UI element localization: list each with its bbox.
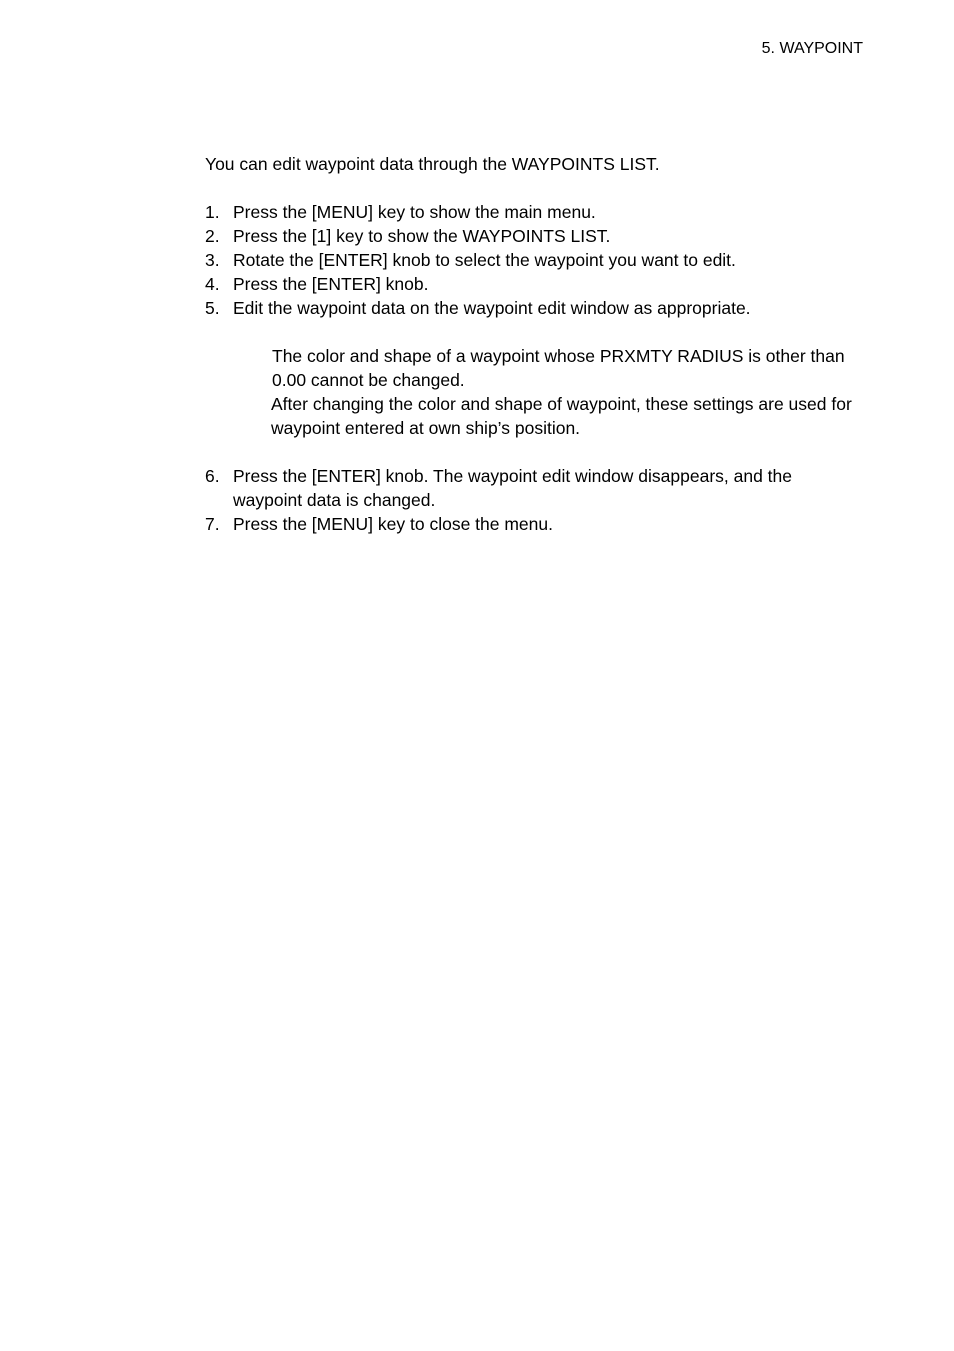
step-text: Rotate the [ENTER] knob to select the waypoint you want to edit.	[233, 250, 736, 270]
step-number: 2.	[205, 226, 220, 246]
note-text: After changing the color and shape of waypoint, these settings are used for waypoint entered at own ship’s position.	[271, 394, 852, 438]
step-number: 6.	[205, 466, 220, 486]
step-item	[205, 272, 865, 296]
step-text: Press the [1] key to show the WAYPOINTS LIST.	[233, 226, 611, 246]
step-number: 7.	[205, 514, 220, 534]
step-item	[205, 512, 865, 536]
step-item	[205, 464, 865, 512]
step-number: 1.	[205, 202, 220, 222]
step-text: Press the [MENU] key to close the menu.	[233, 514, 553, 534]
intro-paragraph: You can edit waypoint data through the WAYPOINTS LIST.	[205, 154, 660, 174]
step-number: 3.	[205, 250, 220, 270]
step-text: Edit the waypoint data on the waypoint edit window as appropriate.	[233, 298, 751, 318]
document-body	[205, 152, 865, 536]
procedure-steps-part-1	[205, 200, 865, 320]
running-header: 5. WAYPOINT	[761, 40, 863, 57]
procedure-steps-part-2	[205, 464, 865, 536]
step-text: Press the [ENTER] knob.	[233, 274, 429, 294]
step-number: 5.	[205, 298, 220, 318]
notes-block	[272, 344, 872, 440]
step-text: Press the [MENU] key to show the main menu.	[233, 202, 596, 222]
note-text: The color and shape of a waypoint whose PRXMTY RADIUS is other than 0.00 cannot be changed.	[272, 346, 845, 390]
step-item	[205, 296, 865, 320]
step-text: Press the [ENTER] knob. The waypoint edit window disappears, and the waypoint data is changed.	[233, 466, 793, 510]
step-item	[205, 224, 865, 248]
step-item	[205, 248, 865, 272]
step-item	[205, 200, 865, 224]
step-number: 4.	[205, 274, 220, 294]
